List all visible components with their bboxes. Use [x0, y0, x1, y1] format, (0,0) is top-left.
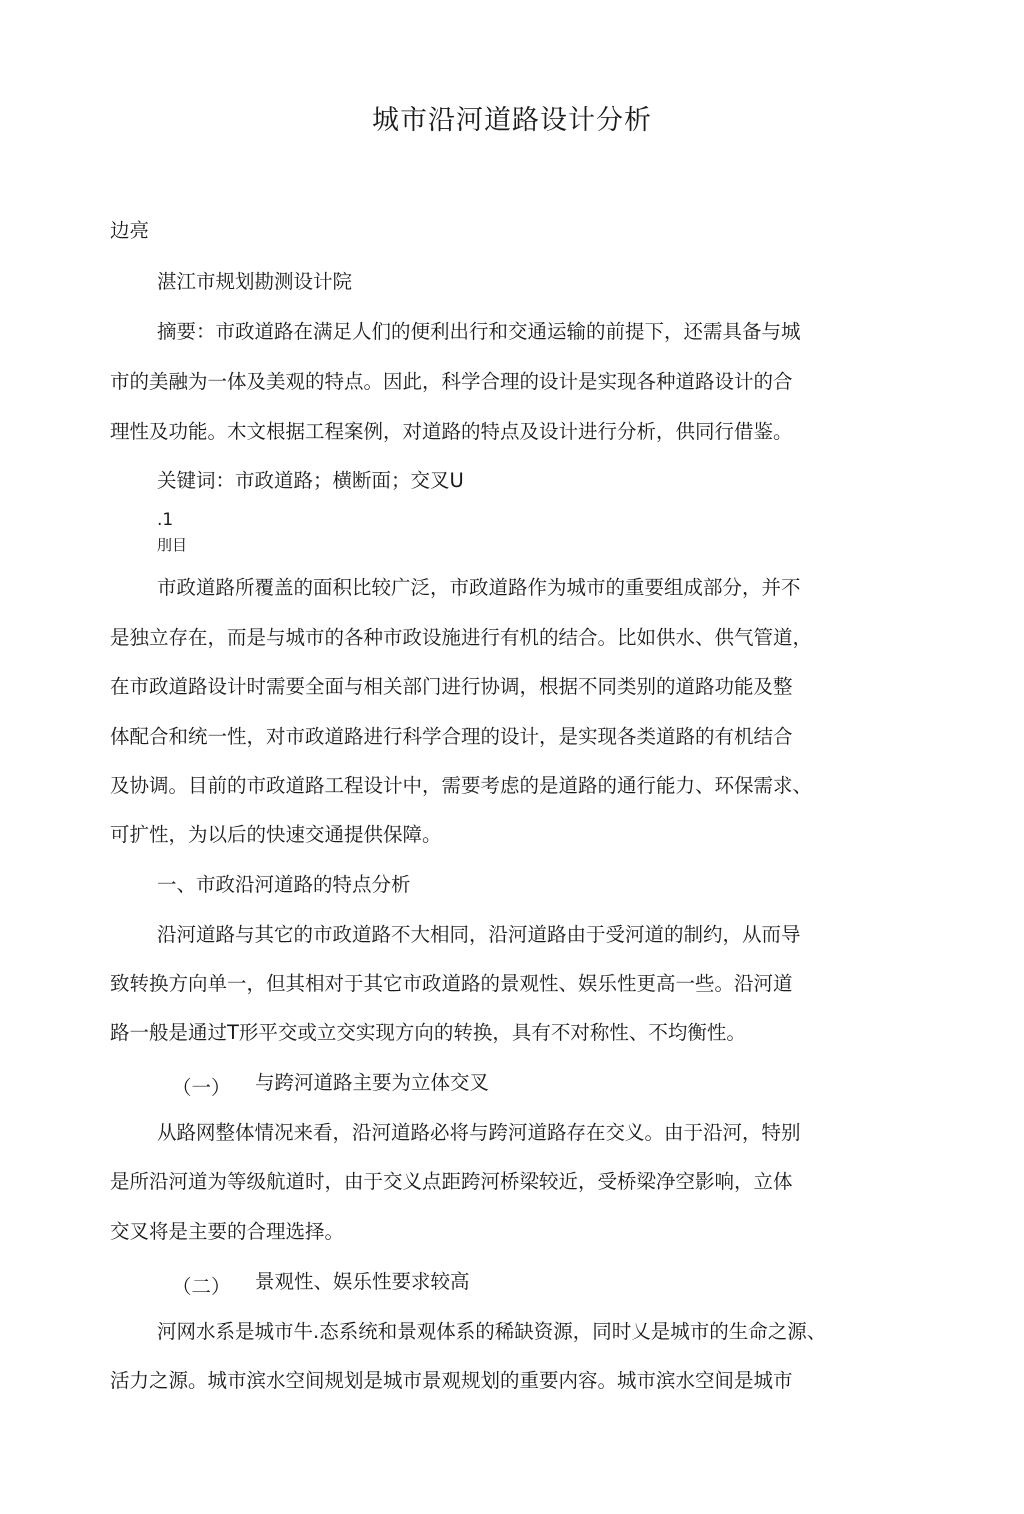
paragraph-line: 致转换方向单一，但其相对于其它市政道路的景观性、娱乐性更高一些。沿河道: [110, 972, 793, 995]
keywords: 关键词：市政道路；横断面；交叉U: [157, 469, 464, 492]
affiliation: 湛江市规划勘测设计院: [157, 270, 353, 293]
subsection-heading: 景观性、娱乐性要求较高: [255, 1270, 470, 1293]
section-heading: 一、市政沿河道路的特点分析: [157, 873, 411, 896]
document-title: 城市沿河道路设计分析: [372, 105, 652, 136]
paragraph-line: 交叉将是主要的合理选择。: [110, 1220, 345, 1243]
author: 边亮: [110, 219, 150, 242]
abstract-line: 理性及功能。木文根据工程案例，对道路的特点及设计进行分析，供同行借鉴。: [110, 420, 793, 443]
subsection-index: （一）: [172, 1076, 231, 1099]
paragraph-line: 从路网整体情况来看，沿河道路必将与跨河道路存在交义。由于沿河，特别: [157, 1121, 801, 1144]
abstract-line: 摘要：市政道路在满足人们的便利出行和交通运输的前提下，还需具备与城: [157, 320, 801, 343]
paragraph-line: 是独立存在，而是与城市的各种市政设施进行有机的结合。比如供水、供气管道，: [110, 626, 813, 649]
abstract-line: 市的美融为一体及美观的特点。因此，科学合理的设计是实现各种道路设计的合: [110, 370, 793, 393]
section-label: 刖目: [157, 536, 188, 554]
paragraph-line: 活力之源。城市滨水空间规划是城市景观规划的重要内容。城市滨水空间是城市: [110, 1369, 793, 1392]
paragraph-line: 河网水系是城市牛.态系统和景观体系的稀缺资源，同时乂是城市的生命之源、: [157, 1320, 827, 1343]
paragraph-line: 在市政道路设计时需要全面与相关部门进行协调，根据不同类别的道路功能及整: [110, 675, 793, 698]
section-number: .1: [157, 510, 174, 530]
subsection-heading: 与跨河道路主要为立体交叉: [255, 1071, 490, 1094]
paragraph-line: 沿河道路与其它的市政道路不大相同，沿河道路由于受河道的制约，从而导: [157, 923, 801, 946]
paragraph-line: 可扩性，为以后的快速交通提供保障。: [110, 823, 442, 846]
subsection-index: （二）: [172, 1275, 231, 1298]
paragraph-line: 体配合和统一性，对市政道路进行科学合理的设计，是实现各类道路的有机结合: [110, 725, 793, 748]
paragraph-line: 市政道路所覆盖的面积比较广泛，市政道路作为城市的重要组成部分，并不: [157, 576, 801, 599]
paragraph-line: 路一般是通过T形平交或立交实现方向的转换，具有不对称性、不均衡性。: [110, 1021, 746, 1044]
paragraph-line: 及协调。目前的市政道路工程设计中，需要考虑的是道路的通行能力、环保需求、: [110, 774, 813, 797]
paragraph-line: 是所沿河道为等级航道时，由于交义点距跨河桥梁较近，受桥梁净空影响，立体: [110, 1170, 793, 1193]
